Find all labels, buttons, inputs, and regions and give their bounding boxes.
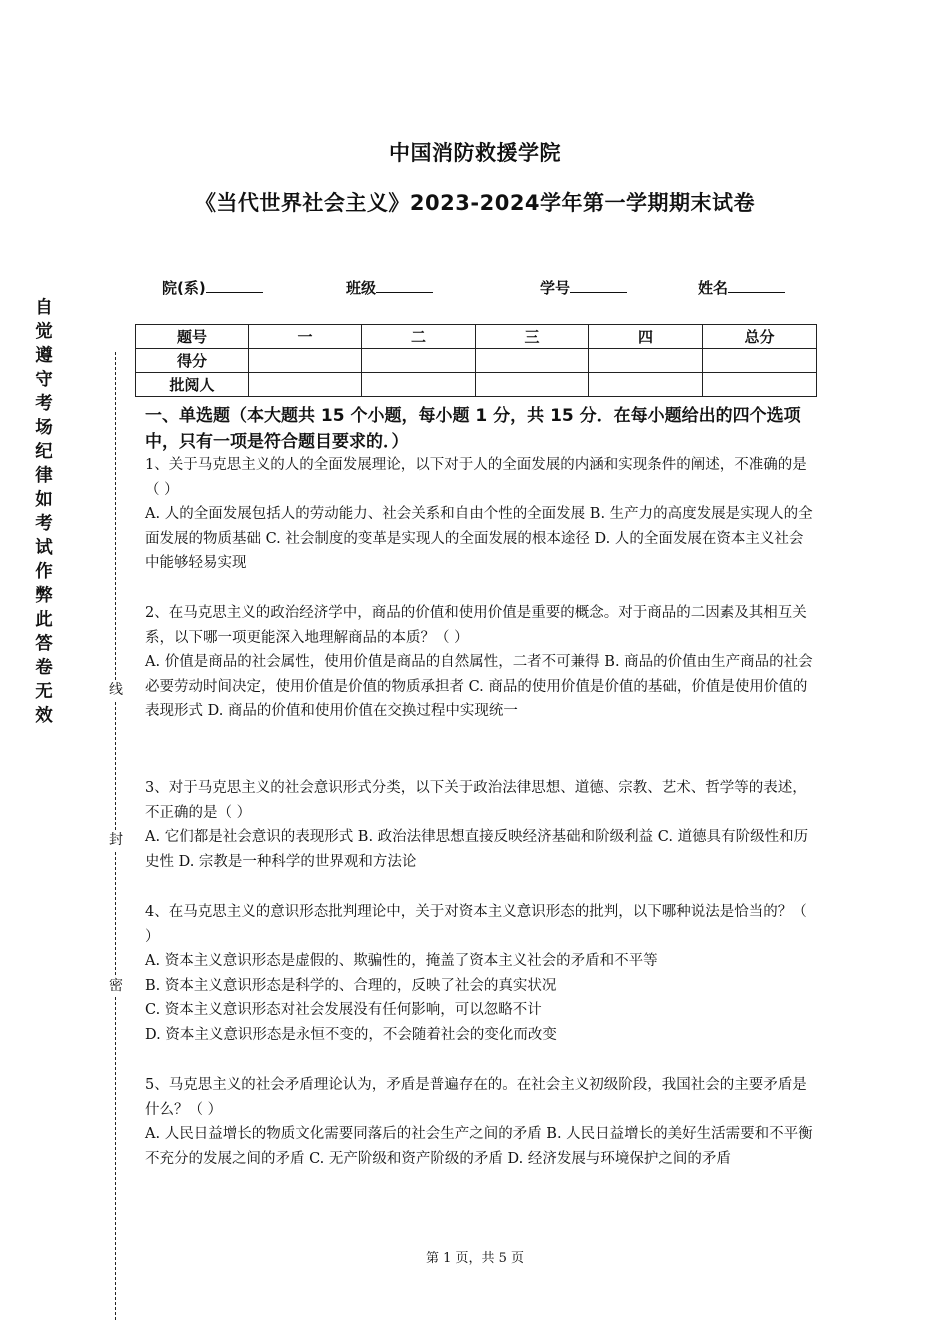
question-option-a: A. 资本主义意识形态是虚假的、欺骗性的，掩盖了资本主义社会的矛盾和不平等 <box>145 953 658 969</box>
score-table <box>135 324 817 397</box>
table-row <box>136 325 817 349</box>
question-option-c: C. 资本主义意识形态对社会发展没有任何影响，可以忽略不计 <box>145 1002 542 1018</box>
student-id-label: 学号 <box>540 279 571 297</box>
column-header-4: 四 <box>589 325 703 349</box>
exam-title: 《当代世界社会主义》2023-2024学年第一学期期末试卷 <box>194 191 756 215</box>
question-2 <box>145 601 817 724</box>
school-name: 中国消防救援学院 <box>389 141 561 165</box>
question-3 <box>145 776 817 874</box>
grader-cell[interactable] <box>362 373 476 397</box>
score-cell[interactable] <box>249 349 362 373</box>
row-header-score: 得分 <box>136 349 249 373</box>
question-stem: 4、在马克思主义的意识形态批判理论中，关于对资本主义意识形态的批判，以下哪种说法是恰当的？（ ） <box>145 904 807 945</box>
table-row <box>136 349 817 373</box>
table-row <box>136 373 817 397</box>
question-option-d: D. 资本主义意识形态是永恒不变的，不会随着社会的变化而改变 <box>145 1026 557 1043</box>
column-header-2: 二 <box>362 325 476 349</box>
grader-cell[interactable] <box>703 373 817 397</box>
question-options: A. 它们都是社会意识的表现形式 B. 政治法律思想直接反映经济基础和阶级利益 C. 道德具有阶级性和历史性 D. 宗教是一种科学的世界观和方法论 <box>145 829 809 870</box>
score-cell[interactable] <box>703 349 817 373</box>
question-options: A. 人的全面发展包括人的劳动能力、社会关系和自由个性的全面发展 B. 生产力的高度发展是实现人的全面发展的物质基础 C. 社会制度的变革是实现人的全面发展的根本途径 D. 人的全面发展在资本主义社会中能够轻易实现 <box>145 506 813 571</box>
grader-cell[interactable] <box>249 373 362 397</box>
department-blank[interactable] <box>206 278 263 293</box>
question-option-b: B. 资本主义意识形态是科学的、合理的，反映了社会的真实状况 <box>145 977 557 994</box>
class-field <box>346 277 433 298</box>
class-label: 班级 <box>346 279 377 297</box>
question-stem: 5、马克思主义的社会矛盾理论认为，矛盾是普遍存在的。在社会主义初级阶段，我国社会的主要矛盾是什么？（ ） <box>145 1077 807 1118</box>
score-cell[interactable] <box>589 349 703 373</box>
name-label: 姓名 <box>698 279 729 297</box>
column-header-1: 一 <box>249 325 362 349</box>
question-4 <box>145 900 817 1047</box>
row-header-question: 题号 <box>136 325 249 349</box>
name-field <box>698 277 785 298</box>
question-options: A. 人民日益增长的物质文化需要同落后的社会生产之间的矛盾 B. 人民日益增长的美好生活需要和不平衡不充分的发展之间的矛盾 C. 无产阶级和资产阶级的矛盾 D. 经济发展与环境保护之间的矛盾 <box>145 1126 813 1167</box>
student-id-field <box>540 277 627 298</box>
question-5 <box>145 1073 817 1171</box>
seal-mark-secret: 密 <box>106 976 126 996</box>
question-stem: 3、对于马克思主义的社会意识形式分类，以下关于政治法律思想、道德、宗教、艺术、哲学等的表述，不正确的是（ ） <box>145 780 807 821</box>
seal-mark-seal: 封 <box>106 830 126 850</box>
question-options: A. 价值是商品的社会属性，使用价值是商品的自然属性，二者不可兼得 B. 商品的价值由生产商品的社会必要劳动时间决定，使用价值是价值的物质承担者 C. 商品的使用价值是价值的基础，价值是使用价值的表现形式 D. 商品的价值和使用价值在交换过程中实现统一 <box>145 654 813 719</box>
column-header-3: 三 <box>476 325 589 349</box>
section-heading: 一、单选题（本大题共 15 个小题，每小题 1 分，共 15 分．在每小题给出的四个选项中，只有一项是符合题目要求的．） <box>145 406 801 452</box>
exam-discipline-note: 自觉遵守考场纪律如考试作弊此答卷无效 <box>35 298 53 726</box>
grader-cell[interactable] <box>476 373 589 397</box>
grader-cell[interactable] <box>589 373 703 397</box>
department-label: 院(系) <box>162 279 206 297</box>
name-blank[interactable] <box>728 278 785 293</box>
class-blank[interactable] <box>376 278 433 293</box>
question-stem: 2、在马克思主义的政治经济学中，商品的价值和使用价值是重要的概念。对于商品的二因素及其相互关系，以下哪一项更能深入地理解商品的本质？（ ） <box>145 605 807 646</box>
page-number: 第 1 页，共 5 页 <box>425 1251 525 1266</box>
question-1 <box>145 453 817 576</box>
score-cell[interactable] <box>362 349 476 373</box>
department-field <box>162 277 263 298</box>
question-stem: 1、关于马克思主义的人的全面发展理论，以下对于人的全面发展的内涵和实现条件的阐述，不准确的是（ ） <box>145 457 807 498</box>
student-id-blank[interactable] <box>570 278 627 293</box>
seal-mark-line: 线 <box>106 680 126 700</box>
column-header-total: 总分 <box>703 325 817 349</box>
row-header-grader: 批阅人 <box>136 373 249 397</box>
score-cell[interactable] <box>476 349 589 373</box>
